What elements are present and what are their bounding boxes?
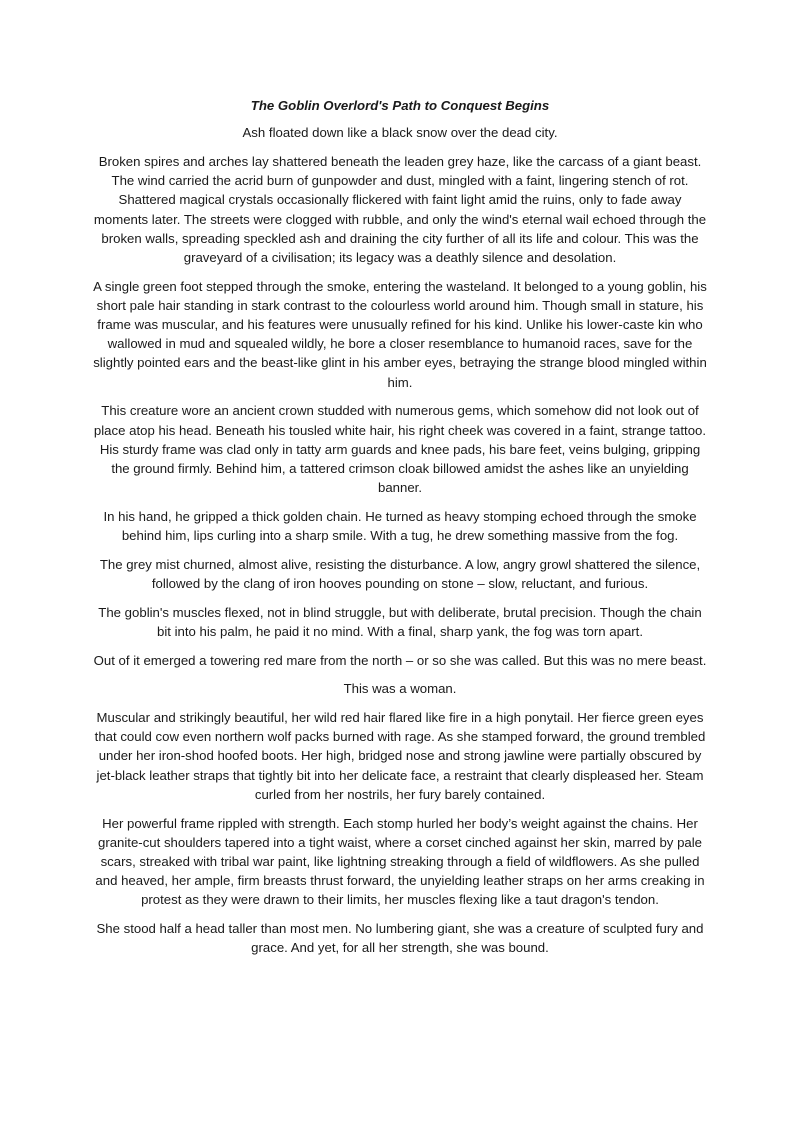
paragraph-2: Broken spires and arches lay shattered beneath the leaden grey haze, like the carcass of a giant beast. The wind carried the acrid burn of gunpowder and dust, mingled with a faint, lingering stench of rot. Shattered magical crystals occasionally flickered with faint light amid the ruins, only to fade away moments later. The streets were clogged with rubble, and only the wind's eternal wail echoed through the broken walls, spreading speckled ash and draining the city further of all its life and colour. This was the graveyard of a civilisation; its legacy was a deathly silence and desolation. bbox=[93, 153, 707, 265]
document-title: The Goblin Overlord's Path to Conquest Begins bbox=[250, 98, 550, 113]
paragraph-9: This was a woman. bbox=[343, 681, 457, 697]
paragraph-8: Out of it emerged a towering red mare from the north – or so she was called. But this was no mere beast. bbox=[93, 652, 707, 668]
paragraph-7: The goblin's muscles flexed, not in blind struggle, but with deliberate, brutal precision. Though the chain bit into his palm, he paid it no mind. With a final, sharp yank, the fog was torn apart. bbox=[98, 604, 702, 639]
paragraph-1: Ash floated down like a black snow over the dead city. bbox=[242, 125, 558, 141]
paragraph-11: Her powerful frame rippled with strength. Each stomp hurled her body’s weight against the chains. Her granite-cut shoulders tapered into a tight waist, where a corset cinched against her skin, marred by pale scars, streaked with tribal war paint, like lightning streaking through a field of wildflowers. As she pulled and heaved, her ample, firm breasts thrust forward, the unyielding leather straps on her arms creaking in protest as they were drawn to their limits, her muscles flexing like a taut dragon's tendon. bbox=[95, 815, 705, 908]
paragraph-4: This creature wore an ancient crown studded with numerous gems, which somehow did not look out of place atop his head. Beneath his tousled white hair, his right cheek was covered in a faint, strange tattoo. His sturdy frame was clad only in tatty arm guards and knee pads, his bare feet, veins bulging, gripping the ground firmly. Behind him, a tattered crimson cloak billowed amidst the ashes like an unyielding banner. bbox=[93, 403, 707, 496]
paragraph-5: In his hand, he gripped a thick golden chain. He turned as heavy stomping echoed through the smoke behind him, lips curling into a sharp smile. With a tug, he drew something massive from the fog. bbox=[103, 508, 697, 544]
paragraph-12: She stood half a head taller than most men. No lumbering giant, she was a creature of sculpted fury and grace. And yet, for all her strength, she was bound. bbox=[96, 921, 704, 956]
document-page bbox=[92, 96, 708, 967]
paragraph-3: A single green foot stepped through the smoke, entering the wasteland. It belonged to a young goblin, his short pale hair standing in stark contrast to the colourless world around him. Though small in stature, his frame was muscular, and his features were unusually refined for his kind. Unlike his lower-caste kin who wallowed in mud and squealed wildly, he bore a closer resemblance to humanoid races, save for the slightly pointed ears and the beast-like glint in his amber eyes, betraying the strange blood mingled within him. bbox=[93, 278, 707, 390]
paragraph-6: The grey mist churned, almost alive, resisting the disturbance. A low, angry growl shattered the silence, followed by the clang of iron hooves pounding on stone – slow, reluctant, and furious. bbox=[99, 556, 701, 591]
paragraph-10: Muscular and strikingly beautiful, her wild red hair flared like fire in a high ponytail. Her fierce green eyes that could cow even northern wolf packs burned with rage. As she stamped forward, the ground trembled under her iron-shod hoofed boots. Her high, bridged nose and strong jawline were partially obscured by jet-black leather straps that tightly bit into her delicate face, a restraint that clearly displeased her. Steam curled from her nostrils, her fury barely contained. bbox=[94, 709, 706, 802]
